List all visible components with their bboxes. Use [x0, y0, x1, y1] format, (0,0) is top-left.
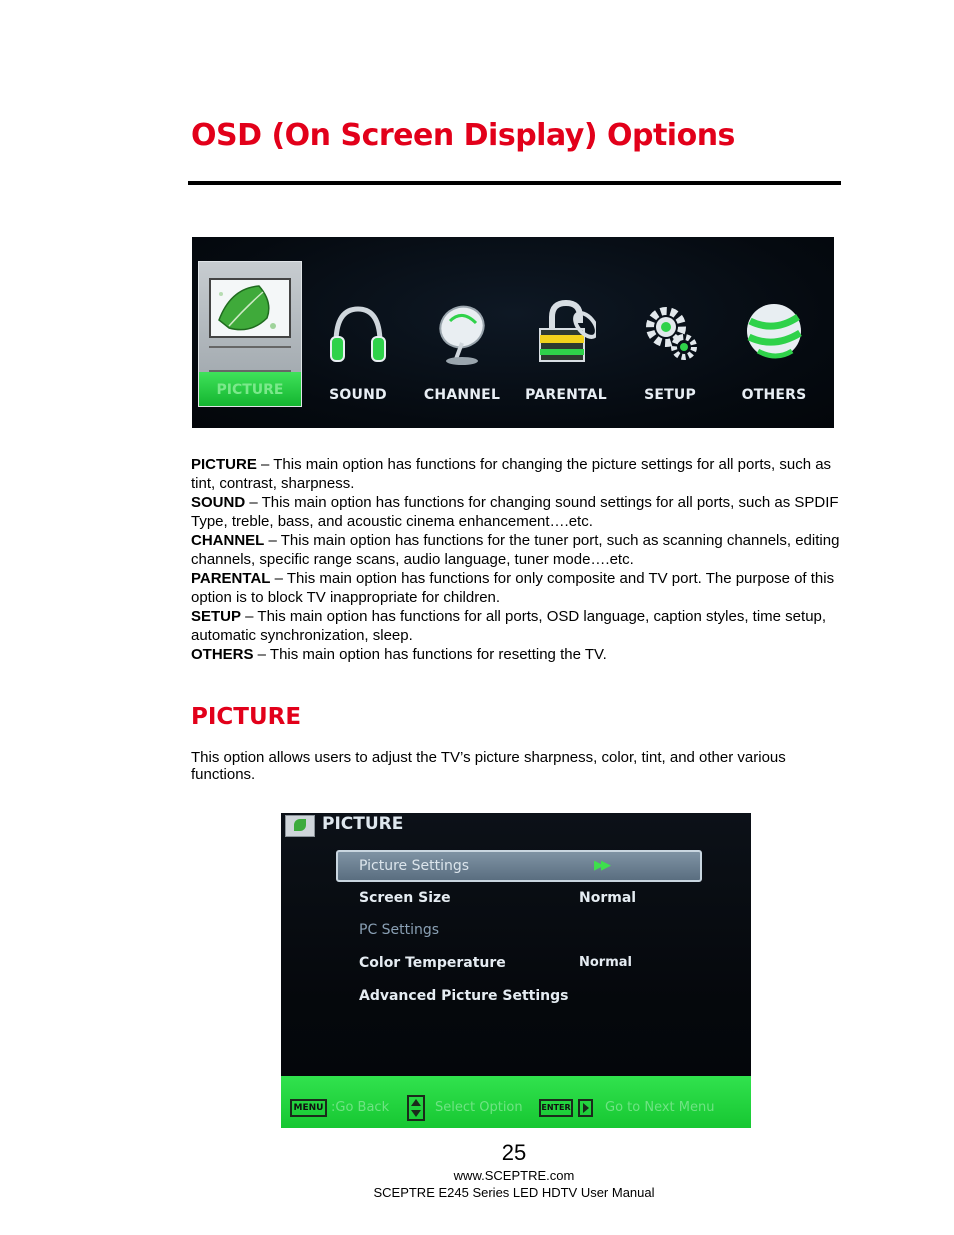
description-picture: PICTURE – This main option has functions for changing the picture settings for all ports, such as tint, contrast, sharpness. — [191, 456, 832, 492]
menu-item-picture[interactable] — [198, 261, 302, 407]
page-number: 25 — [501, 1140, 527, 1165]
page-title: OSD (On Screen Display) Options — [191, 118, 735, 153]
menu-item-label: PARENTAL — [525, 387, 607, 403]
padlock-icon — [536, 299, 596, 367]
picture-icon — [209, 278, 291, 338]
menu-item-sound[interactable] — [306, 237, 410, 428]
description-setup: SETUP – This main option has functions for all ports, OSD language, caption styles, time setup, automatic synchronization, sleep. — [191, 608, 827, 644]
up-down-arrows-icon — [407, 1095, 425, 1121]
right-arrow-icon — [578, 1099, 593, 1117]
globe-icon — [744, 299, 804, 367]
menu-item-setup[interactable] — [618, 237, 722, 428]
gears-icon — [640, 299, 700, 367]
main-menu-screenshot — [192, 237, 834, 428]
row-color-temperature[interactable]: Color Temperature — [359, 955, 506, 971]
menu-item-parental[interactable] — [514, 237, 618, 428]
satellite-dish-icon — [432, 299, 492, 367]
headphones-icon — [328, 299, 388, 367]
menu-descriptions — [191, 455, 841, 664]
row-pc-settings[interactable]: PC Settings — [359, 922, 440, 938]
color-temperature-value: Normal — [579, 955, 632, 970]
enter-key-icon: ENTER — [539, 1099, 573, 1117]
menu-item-label: SOUND — [329, 387, 387, 403]
picture-icon-stand — [209, 346, 291, 372]
footer-url: www.SCEPTRE.com — [453, 1168, 575, 1183]
menu-item-others[interactable] — [722, 237, 826, 428]
picture-icon — [285, 815, 315, 837]
description-parental: PARENTAL – This main option has functions for only composite and TV port. The purpose of this option is to block TV inappropriate for children. — [191, 570, 835, 606]
menu-key-icon: MENU — [290, 1099, 327, 1117]
menu-item-label: OTHERS — [741, 387, 807, 403]
selected-item-label-bar — [199, 372, 301, 406]
footer-manual-title: SCEPTRE E245 Series LED HDTV User Manual — [373, 1185, 655, 1200]
title-divider — [188, 181, 841, 185]
menu-item-channel[interactable] — [410, 237, 514, 428]
description-others: OTHERS – This main option has functions for resetting the TV. — [191, 646, 607, 663]
go-back-hint: :Go Back — [331, 1100, 390, 1115]
picture-menu-screenshot — [281, 813, 751, 1128]
row-screen-size[interactable]: Screen Size — [359, 890, 451, 906]
menu-item-label: CHANNEL — [423, 387, 501, 403]
row-advanced-picture-settings[interactable]: Advanced Picture Settings — [359, 988, 569, 1004]
section-intro: This option allows users to adjust the TV’s picture sharpness, color, tint, and other various functions. — [191, 749, 786, 783]
description-channel: CHANNEL – This main option has functions for the tuner port, such as scanning channels, editing channels, specific range scans, audio language, tuner mode….etc. — [191, 532, 840, 568]
row-picture-settings[interactable]: Picture Settings — [359, 858, 470, 874]
menu-item-label: SETUP — [644, 387, 696, 403]
submenu-arrow-icon: ▶▶ — [594, 857, 608, 872]
section-heading: PICTURE — [191, 704, 302, 730]
menu-item-label: PICTURE — [216, 382, 284, 398]
help-bar — [281, 1076, 751, 1128]
select-option-hint: Select Option — [435, 1100, 523, 1115]
screen-size-value: Normal — [579, 890, 637, 906]
picture-menu-header: PICTURE — [322, 814, 404, 834]
description-sound: SOUND – This main option has functions for changing sound settings for all ports, such as SPDIF Type, treble, bass, and acoustic cinema enhancement….etc. — [191, 494, 839, 530]
next-menu-hint: Go to Next Menu — [605, 1100, 715, 1115]
